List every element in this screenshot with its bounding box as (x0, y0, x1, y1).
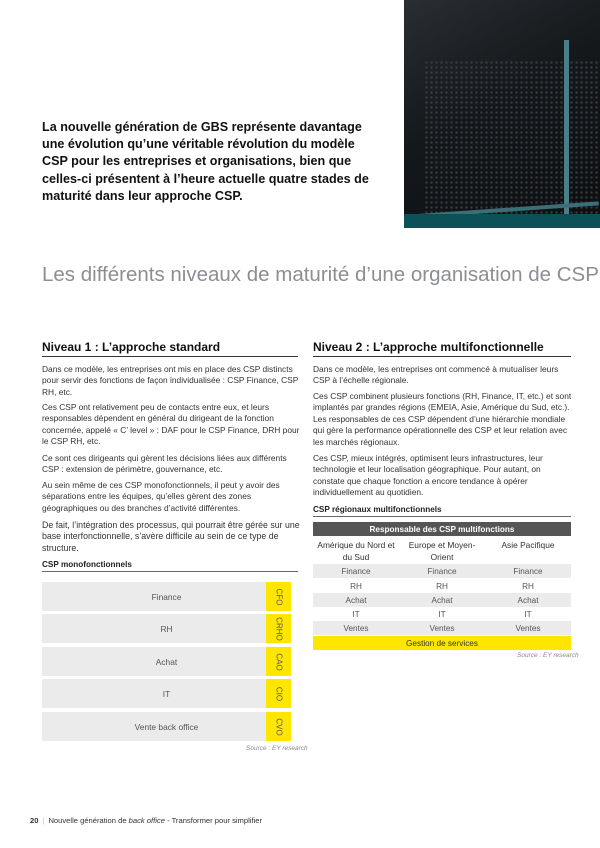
table-header: Responsable des CSP multifonctions (313, 522, 571, 536)
table-cell: IT (438, 610, 446, 619)
right-diagram-title: CSP régionaux multifonctionnels (313, 505, 442, 514)
right-paragraph-3: Ces CSP, mieux intégrés, optimisent leurs infrastructures, leur technologie et leur localisation géographique. Pour autant, on constate que chaque fonction a encore tendance à opérer individuellement au quotidien. (313, 453, 543, 498)
region-apac: Asie Pacifique (501, 540, 555, 550)
footer-text-italic: back office (128, 816, 165, 825)
mono-row-label: Vente back office (134, 721, 199, 732)
photo-edge (404, 214, 600, 228)
left-paragraph-5: De fait, l’intégration des processus, qui pourrait être gérée sur une base interfonctionnelle, s’avère difficile au sein de ce type de structure. (42, 520, 300, 553)
left-paragraph-3: Ce sont ces dirigeants qui gèrent les décisions liées aux différents CSP : extension de périmètre, gouvernance, etc. (42, 453, 287, 475)
table-cell: Ventes (429, 624, 455, 633)
services-bar: Gestion de services (313, 636, 571, 650)
footer-text-end: - Transformer pour simplifier (164, 816, 263, 825)
table-cell: RH (350, 582, 362, 591)
intro-text: La nouvelle génération de GBS représente davantage une évolution qu’une véritable révolution du modèle CSP pour les entreprises et organisations, bien que celles-ci présentent à l’heure actuelle quatre stades de maturité dans leur approche CSP. (42, 120, 369, 203)
left-heading: Niveau 1 : L’approche standard (42, 340, 221, 354)
table-cell: Ventes (515, 624, 541, 633)
right-heading-rule (313, 356, 571, 357)
cover-photo (404, 0, 600, 228)
mono-row-achat: Achat (42, 647, 291, 676)
table-cell: Ventes (343, 624, 369, 633)
page-title: Les différents niveaux de maturité d’une organisation de CSP (42, 263, 599, 286)
table-cell: Finance (341, 567, 371, 576)
table-cell: IT (352, 610, 360, 619)
page-footer: 20 | Nouvelle génération de back office - Transformer pour simplifier (30, 816, 263, 825)
right-paragraph-2: Ces CSP combinent plusieurs fonctions (RH, Finance, IT, etc.) et sont implantés par grandes régions (EMEIA, Asie, Amérique du Sud, etc.). Les responsables de ces CSP dépendent d’une hiérarchie mondiale qui gère la performance opérationnelle des CSP et leur relation avec les marchés régionaux. (313, 391, 572, 447)
left-heading-rule (42, 356, 298, 357)
mono-tag-cao: CAO (266, 647, 291, 676)
table-cell: RH (522, 582, 534, 591)
table-cell: Achat (345, 596, 367, 605)
left-diagram-title: CSP monofonctionnels (42, 560, 132, 569)
footer-text: Nouvelle génération de (48, 816, 129, 825)
table-cell: Achat (517, 596, 539, 605)
mono-row-it: IT (42, 679, 291, 708)
mono-tag-cio: CIO (266, 679, 291, 708)
speaker-mesh (424, 60, 600, 220)
left-source: Source : EY research (246, 745, 308, 752)
left-paragraph-4: Au sein même de ces CSP monofonctionnels, il peut y avoir des séparations entre les équipes, qu’elles gèrent des zones géographiques ou des branches d’activité différentes. (42, 480, 280, 513)
left-diagram-rule (42, 571, 298, 572)
mono-tag-crho: CRHO (266, 614, 291, 643)
mono-row-vente (42, 712, 291, 741)
mono-row-rh: RH (42, 614, 291, 643)
page-number: 20 (30, 816, 39, 825)
table-cell: RH (436, 582, 448, 591)
table-cell: Finance (513, 567, 543, 576)
right-paragraph-1: Dans ce modèle, les entreprises ont commencé à mutualiser leurs CSP à l’échelle régionale. (313, 364, 559, 386)
left-paragraph-2: Ces CSP ont relativement peu de contacts entre eux, et leurs responsables dépendent en général du dirigeant de la fonction concernée, appelé « C’ level » : DAF pour le CSP Finance, DRH pour le CSP RH, etc. (42, 402, 300, 447)
region-emea: Europe et Moyen-Orient (408, 540, 476, 562)
photo-edge (564, 40, 569, 220)
right-heading: Niveau 2 : L’approche multifonctionnelle (313, 340, 544, 354)
mono-row-finance: Finance (42, 582, 291, 611)
mono-tag-cvo: CVO (266, 712, 291, 741)
left-paragraph-1: Dans ce modèle, les entreprises ont mis en place des CSP distincts pour servir des fonctions de façon individualisée : CSP Finance, CSP RH, etc. (42, 364, 299, 397)
table-cell: IT (524, 610, 532, 619)
table-cell: Achat (431, 596, 453, 605)
right-diagram-rule (313, 516, 571, 517)
table-cell: Finance (427, 567, 457, 576)
region-americas: Amérique du Nord et du Sud (317, 540, 395, 562)
right-source: Source : EY research (517, 652, 579, 659)
mono-tag-cfo: CFO (266, 582, 291, 611)
